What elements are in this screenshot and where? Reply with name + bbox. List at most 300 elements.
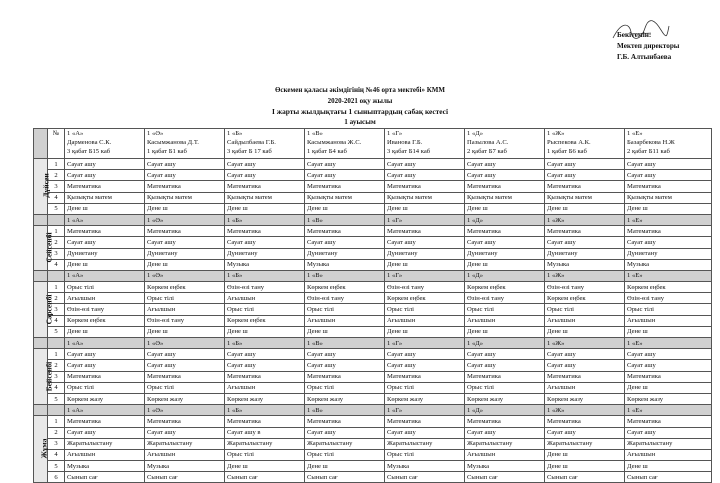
class-header <box>225 129 305 159</box>
lesson-cell: Дүниетану <box>145 248 225 259</box>
separator-class: 1 «Ж» <box>545 214 625 225</box>
lesson-cell: Сынып сағ <box>385 472 465 483</box>
separator-class: 1 «Ә» <box>145 405 225 416</box>
table-row <box>34 449 712 460</box>
lesson-cell: Математика <box>545 371 625 382</box>
lesson-number: 1 <box>48 349 65 360</box>
lesson-cell: Жаратылыстану <box>625 438 712 449</box>
class-header <box>385 129 465 159</box>
day-cell <box>34 226 54 271</box>
separator-class: 1 «А» <box>65 405 145 416</box>
lesson-cell: Ағылшын <box>625 315 712 326</box>
day-label: Бейсенбі <box>44 361 54 391</box>
class-teacher: Сайдылбаева Г.Б. <box>227 138 276 146</box>
lesson-cell: Ағылшын <box>145 449 225 460</box>
lesson-cell: Дене ш <box>545 326 625 337</box>
schedule-title: І жарты жылдықтағы 1 сыныптардың сабақ кестесі <box>271 107 449 116</box>
lesson-number: 3 <box>48 371 65 382</box>
class-teacher: Касымжанова Ж.С. <box>307 138 362 146</box>
lesson-cell: Математика <box>145 226 225 237</box>
lesson-cell: Ағылшын <box>225 382 305 393</box>
lesson-cell: Математика <box>545 226 625 237</box>
lesson-number: 4 <box>48 449 65 460</box>
day-label: Дүйсен <box>41 173 51 199</box>
lesson-number: 1 <box>48 282 65 293</box>
lesson-cell: Сынып сағ <box>65 472 145 483</box>
separator-class: 1 «Д» <box>465 405 545 416</box>
table-row <box>34 326 712 337</box>
lesson-cell: Математика <box>625 371 712 382</box>
lesson-cell: Математика <box>225 371 305 382</box>
lesson-cell: Математика <box>385 181 465 192</box>
lesson-cell: Сауат ашу <box>545 159 625 170</box>
lesson-number: 2 <box>48 293 65 304</box>
lesson-cell: Музыка <box>545 259 625 270</box>
lesson-cell: Өзін-өзі тану <box>465 293 545 304</box>
table-row <box>34 259 712 270</box>
lesson-cell: Өзін-өзі тану <box>385 282 465 293</box>
table-row <box>34 282 712 293</box>
lesson-cell: Көркем жазу <box>545 393 625 404</box>
lesson-cell: Дене ш <box>145 326 225 337</box>
separator-class: 1 «Ж» <box>545 338 625 349</box>
lesson-cell: Математика <box>305 226 385 237</box>
lesson-cell: Математика <box>65 226 145 237</box>
lesson-cell: Дене ш <box>545 449 625 460</box>
lesson-number: 5 <box>48 326 65 337</box>
separator-cell <box>48 214 65 225</box>
lesson-cell: Ағылшын <box>385 315 465 326</box>
lesson-cell: Дүниетану <box>225 248 305 259</box>
lesson-cell: Жаратылыстану <box>145 438 225 449</box>
lesson-cell: Музыка <box>65 461 145 472</box>
lesson-cell: Математика <box>65 371 145 382</box>
lesson-cell: Орыс тілі <box>385 382 465 393</box>
lesson-cell: Дене ш <box>65 326 145 337</box>
lesson-cell: Сауат ашу <box>625 170 712 181</box>
lesson-cell: Сауат ашу <box>65 237 145 248</box>
lesson-cell: Орыс тілі <box>225 449 305 460</box>
lesson-cell: Дене ш <box>465 203 545 214</box>
class-room: 1 қабат Б4 каб <box>307 147 347 155</box>
class-room: 3 қабат Б15 каб <box>67 147 111 155</box>
separator-row <box>34 214 712 225</box>
lesson-cell: Ағылшын <box>545 315 625 326</box>
approval-line-1: Бекітемін: <box>617 31 652 39</box>
separator-class: 1 «А» <box>65 270 145 281</box>
class-room: 1 қабат Б6 каб <box>547 147 587 155</box>
lesson-cell: Сауат ашу в <box>225 427 305 438</box>
lesson-cell: Сауат ашу <box>65 427 145 438</box>
lesson-cell: Сауат ашу <box>465 360 545 371</box>
table-row <box>34 181 712 192</box>
lesson-cell: Сауат ашу <box>305 427 385 438</box>
lesson-cell: Математика <box>625 181 712 192</box>
lesson-cell: Сауат ашу <box>305 237 385 248</box>
table-row <box>34 293 712 304</box>
separator-row <box>34 405 712 416</box>
class-header <box>545 129 625 159</box>
table-row <box>34 427 712 438</box>
lesson-cell: Көркем жазу <box>65 393 145 404</box>
lesson-number: 4 <box>48 315 65 326</box>
lesson-cell: Сауат ашу <box>385 349 465 360</box>
lesson-cell: Математика <box>305 416 385 427</box>
lesson-cell: Математика <box>545 416 625 427</box>
lesson-cell: Сауат ашу <box>385 427 465 438</box>
lesson-cell: Сауат ашу <box>465 349 545 360</box>
class-name: 1 «Ә» <box>147 130 164 137</box>
class-name: 1 «Б» <box>227 130 243 137</box>
lesson-cell: Көркем еңбек <box>625 282 712 293</box>
lesson-number: 2 <box>48 237 65 248</box>
separator-class: 1 «Г» <box>385 338 465 349</box>
lesson-cell: Сынып сағ <box>225 472 305 483</box>
lesson-cell: Математика <box>225 181 305 192</box>
lesson-cell: Орыс тілі <box>465 382 545 393</box>
lesson-cell: Жаратылыстану <box>305 438 385 449</box>
class-room: 2 қабат Б7 каб <box>467 147 507 155</box>
separator-class: 1 «Ә» <box>145 214 225 225</box>
lesson-cell: Ағылшын <box>65 449 145 460</box>
table-row <box>34 170 712 181</box>
separator-class: 1 «Е» <box>625 405 712 416</box>
lesson-cell: Дене ш <box>225 203 305 214</box>
lesson-cell: Сауат ашу <box>305 170 385 181</box>
lesson-cell: Математика <box>305 181 385 192</box>
table-row <box>34 192 712 203</box>
lesson-cell: Қызықты матем <box>305 192 385 203</box>
lesson-cell: Сауат ашу <box>625 427 712 438</box>
lesson-cell: Орыс тілі <box>625 304 712 315</box>
lesson-number: 2 <box>48 427 65 438</box>
table-row <box>34 349 712 360</box>
lesson-cell: Көркем жазу <box>225 393 305 404</box>
lesson-cell: Орыс тілі <box>305 304 385 315</box>
lesson-cell: Сауат ашу <box>545 360 625 371</box>
lesson-cell: Сауат ашу <box>225 237 305 248</box>
lesson-cell: Орыс тілі <box>545 304 625 315</box>
class-header <box>465 129 545 159</box>
lesson-cell: Музыка <box>305 259 385 270</box>
lesson-cell: Дене ш <box>385 259 465 270</box>
class-room: 1 қабат Б1 каб <box>147 147 187 155</box>
lesson-cell: Орыс тілі <box>65 282 145 293</box>
class-name: 1 «Е» <box>627 130 643 137</box>
lesson-cell: Математика <box>145 416 225 427</box>
lesson-cell: Сауат ашу <box>465 170 545 181</box>
lesson-cell: Сауат ашу <box>145 427 225 438</box>
separator-class: 1 «Б» <box>225 338 305 349</box>
approval-line-3: Г.Б. Алтынбаева <box>617 53 672 61</box>
class-name: 1 «Г» <box>387 130 403 137</box>
lesson-cell: Өзін-өзі тану <box>225 282 305 293</box>
lesson-cell: Сауат ашу <box>65 360 145 371</box>
table-row <box>34 203 712 214</box>
lesson-cell: Дүниетану <box>305 248 385 259</box>
lesson-cell: Өзін-өзі тану <box>305 293 385 304</box>
header-row <box>34 129 712 159</box>
separator-class: 1 «Ә» <box>145 270 225 281</box>
lesson-cell: Жаратылыстану <box>545 438 625 449</box>
separator-class: 1 «Ә» <box>145 338 225 349</box>
separator-row <box>34 270 712 281</box>
class-teacher: Рыспекова А.К. <box>547 138 591 146</box>
lesson-cell: Музыка <box>385 461 465 472</box>
separator-class: 1 «Б» <box>225 405 305 416</box>
separator-class: 1 «Д» <box>465 214 545 225</box>
class-teacher: Иванова Г.Б. <box>387 138 423 146</box>
lesson-cell: Ағылшын <box>65 293 145 304</box>
lesson-number: 5 <box>48 393 65 404</box>
lesson-cell: Дене ш <box>305 461 385 472</box>
lesson-cell: Сауат ашу <box>625 349 712 360</box>
lesson-cell: Сауат ашу <box>65 170 145 181</box>
separator-class: 1 «В» <box>305 270 385 281</box>
table-row <box>34 360 712 371</box>
table-row <box>34 382 712 393</box>
lesson-cell: Сауат ашу <box>465 159 545 170</box>
table-row <box>34 416 712 427</box>
lesson-cell: Сауат ашу <box>625 360 712 371</box>
lesson-cell: Орыс тілі <box>145 382 225 393</box>
separator-class: 1 «Д» <box>465 270 545 281</box>
table-row <box>34 237 712 248</box>
lesson-cell: Жаратылыстану <box>65 438 145 449</box>
lesson-cell: Сынып сағ <box>305 472 385 483</box>
lesson-cell: Дене ш <box>305 326 385 337</box>
lesson-cell: Сауат ашу <box>305 159 385 170</box>
lesson-cell: Дене ш <box>625 203 712 214</box>
class-header <box>305 129 385 159</box>
lesson-cell: Ағылшын <box>465 449 545 460</box>
lesson-cell: Дене ш <box>385 203 465 214</box>
separator-row <box>34 338 712 349</box>
lesson-cell: Сауат ашу <box>145 349 225 360</box>
lesson-cell: Дене ш <box>625 382 712 393</box>
lesson-cell: Көркем еңбек <box>545 293 625 304</box>
lesson-cell: Сауат ашу <box>625 159 712 170</box>
lesson-cell: Көркем еңбек <box>385 293 465 304</box>
lesson-cell: Өзін-өзі тану <box>65 304 145 315</box>
lesson-cell: Өзін-өзі тану <box>545 282 625 293</box>
lesson-cell: Дүниетану <box>385 248 465 259</box>
separator-cell <box>48 338 65 349</box>
class-header <box>625 129 712 159</box>
lesson-cell: Дене ш <box>545 203 625 214</box>
lesson-cell: Дене ш <box>145 203 225 214</box>
class-teacher: Пазылова А.С. <box>467 138 509 146</box>
separator-class: 1 «Г» <box>385 405 465 416</box>
lesson-cell: Сауат ашу <box>145 360 225 371</box>
table-row <box>34 248 712 259</box>
lesson-number: 3 <box>48 438 65 449</box>
separator-class: 1 «Б» <box>225 270 305 281</box>
lesson-cell: Көркем жазу <box>385 393 465 404</box>
lesson-cell: Дене ш <box>305 203 385 214</box>
lesson-cell: Орыс тілі <box>385 304 465 315</box>
lesson-cell: Орыс тілі <box>225 304 305 315</box>
lesson-number: 1 <box>48 159 65 170</box>
lesson-cell: Қызықты матем <box>385 192 465 203</box>
class-teacher: Касымжанова Д.Т. <box>147 138 199 146</box>
lesson-cell: Математика <box>145 181 225 192</box>
lesson-cell: Музыка <box>225 259 305 270</box>
separator-class: 1 «В» <box>305 338 385 349</box>
separator-class: 1 «Ж» <box>545 270 625 281</box>
separator-cell <box>48 270 65 281</box>
separator-class: 1 «Е» <box>625 270 712 281</box>
lesson-cell: Дене ш <box>385 326 465 337</box>
lesson-cell: Сауат ашу <box>625 237 712 248</box>
approval-line-2: Мектеп директоры <box>617 42 680 50</box>
lesson-cell: Дене ш <box>225 326 305 337</box>
lesson-cell: Сынып сағ <box>625 472 712 483</box>
lesson-cell: Көркем жазу <box>145 393 225 404</box>
lesson-cell: Дене ш <box>65 203 145 214</box>
lesson-cell: Ағылшын <box>465 315 545 326</box>
separator-class: 1 «В» <box>305 214 385 225</box>
lesson-number: 5 <box>48 461 65 472</box>
lesson-cell: Көркем еңбек <box>65 315 145 326</box>
lesson-cell: Дүниетану <box>545 248 625 259</box>
lesson-cell: Сауат ашу <box>385 237 465 248</box>
day-label: Жұма <box>39 438 49 459</box>
separator-class: 1 «А» <box>65 338 145 349</box>
lesson-cell: Сауат ашу <box>145 237 225 248</box>
class-name: 1 «Д» <box>467 130 484 137</box>
table-row <box>34 226 712 237</box>
lesson-cell: Көркем еңбек <box>145 282 225 293</box>
lesson-cell: Математика <box>385 371 465 382</box>
lesson-cell: Жаратылыстану <box>225 438 305 449</box>
lesson-cell: Сауат ашу <box>65 159 145 170</box>
class-name: 1 «А» <box>67 130 84 137</box>
lesson-cell: Қызықты матем <box>65 192 145 203</box>
day-header-cell <box>34 129 48 159</box>
lesson-cell: Орыс тілі <box>305 449 385 460</box>
lesson-cell: Көркем еңбек <box>305 282 385 293</box>
lesson-number: 3 <box>48 304 65 315</box>
lesson-cell: Өзін-өзі тану <box>145 315 225 326</box>
lesson-cell: Сауат ашу <box>385 360 465 371</box>
approval-block <box>617 30 679 63</box>
table-row <box>34 159 712 170</box>
lesson-cell: Дүниетану <box>625 248 712 259</box>
lesson-cell: Сауат ашу <box>545 349 625 360</box>
lesson-cell: Сынып сағ <box>545 472 625 483</box>
lesson-cell: Ағылшын <box>545 382 625 393</box>
lesson-cell: Музыка <box>465 461 545 472</box>
separator-class: 1 «Ж» <box>545 405 625 416</box>
day-cell <box>34 416 48 483</box>
lesson-cell: Сауат ашу <box>545 427 625 438</box>
lesson-cell: Сауат ашу <box>145 159 225 170</box>
lesson-cell: Математика <box>625 416 712 427</box>
table-row <box>34 461 712 472</box>
class-room: 3 қабат Б14 каб <box>387 147 431 155</box>
separator-class: 1 «Е» <box>625 338 712 349</box>
lesson-cell: Жаратылыстану <box>465 438 545 449</box>
lesson-cell: Сауат ашу <box>225 159 305 170</box>
lesson-cell: Дене ш <box>225 461 305 472</box>
class-header <box>65 129 145 159</box>
schedule-table <box>33 128 712 483</box>
lesson-cell: Дене ш <box>465 259 545 270</box>
lesson-cell: Ағылшын <box>225 293 305 304</box>
shift-label: 1 ауысым <box>344 118 376 126</box>
lesson-cell: Қызықты матем <box>225 192 305 203</box>
class-name: 1 «В» <box>307 130 323 137</box>
lesson-number: 6 <box>48 472 65 483</box>
lesson-cell: Сауат ашу <box>545 170 625 181</box>
lesson-cell: Орыс тілі <box>305 382 385 393</box>
day-cell <box>34 282 54 338</box>
lesson-cell: Математика <box>385 226 465 237</box>
lesson-cell: Қызықты матем <box>545 192 625 203</box>
lesson-cell: Сауат ашу <box>65 349 145 360</box>
class-teacher: Дарменова С.К. <box>67 138 112 146</box>
lesson-cell: Музыка <box>145 461 225 472</box>
lesson-cell: Жаратылыстану <box>385 438 465 449</box>
lesson-cell: Сауат ашу <box>385 170 465 181</box>
lesson-cell: Сауат ашу <box>465 427 545 438</box>
lesson-cell: Көркем жазу <box>625 393 712 404</box>
number-header: № <box>48 129 65 159</box>
separator-class: 1 «Д» <box>465 338 545 349</box>
table-row <box>34 438 712 449</box>
lesson-cell: Қызықты матем <box>145 192 225 203</box>
lesson-cell: Қызықты матем <box>465 192 545 203</box>
table-row <box>34 472 712 483</box>
lesson-number: 1 <box>48 416 65 427</box>
school-name: Өскемен қаласы әкімдігінің №46 орта мектебі» КММ <box>274 86 446 94</box>
lesson-cell: Математика <box>145 371 225 382</box>
class-name: 1 «Ж» <box>547 130 565 137</box>
class-room: 3 қабат Б 17 каб <box>227 147 272 155</box>
class-room: 2 қабат Б11 каб <box>627 147 670 155</box>
separator-class: 1 «Б» <box>225 214 305 225</box>
separator-class: 1 «В» <box>305 405 385 416</box>
lesson-cell: Математика <box>225 226 305 237</box>
lesson-cell: Математика <box>225 416 305 427</box>
separator-class: 1 «А» <box>65 214 145 225</box>
table-row <box>34 304 712 315</box>
lesson-cell: Математика <box>385 416 465 427</box>
lesson-cell: Дене ш <box>545 461 625 472</box>
lesson-cell: Көркем еңбек <box>465 282 545 293</box>
separator-class: 1 «Г» <box>385 270 465 281</box>
lesson-cell: Математика <box>305 371 385 382</box>
lesson-number: 4 <box>48 192 65 203</box>
signature-icon <box>611 18 671 44</box>
school-year: 2020-2021 оқу жылы <box>327 97 393 105</box>
table-row <box>34 393 712 404</box>
lesson-number: 5 <box>48 203 65 214</box>
day-label: Сейсенбі <box>44 232 54 263</box>
lesson-cell: Сауат ашу <box>145 170 225 181</box>
lesson-cell: Өзін-өзі тану <box>625 293 712 304</box>
lesson-cell: Сауат ашу <box>305 349 385 360</box>
separator-class: 1 «Г» <box>385 214 465 225</box>
lesson-cell: Дене ш <box>465 326 545 337</box>
lesson-cell: Сынып сағ <box>465 472 545 483</box>
lesson-cell: Сауат ашу <box>225 349 305 360</box>
lesson-cell: Математика <box>625 226 712 237</box>
lesson-cell: Ағылшын <box>305 315 385 326</box>
lesson-cell: Математика <box>65 181 145 192</box>
lesson-cell: Сауат ашу <box>305 360 385 371</box>
